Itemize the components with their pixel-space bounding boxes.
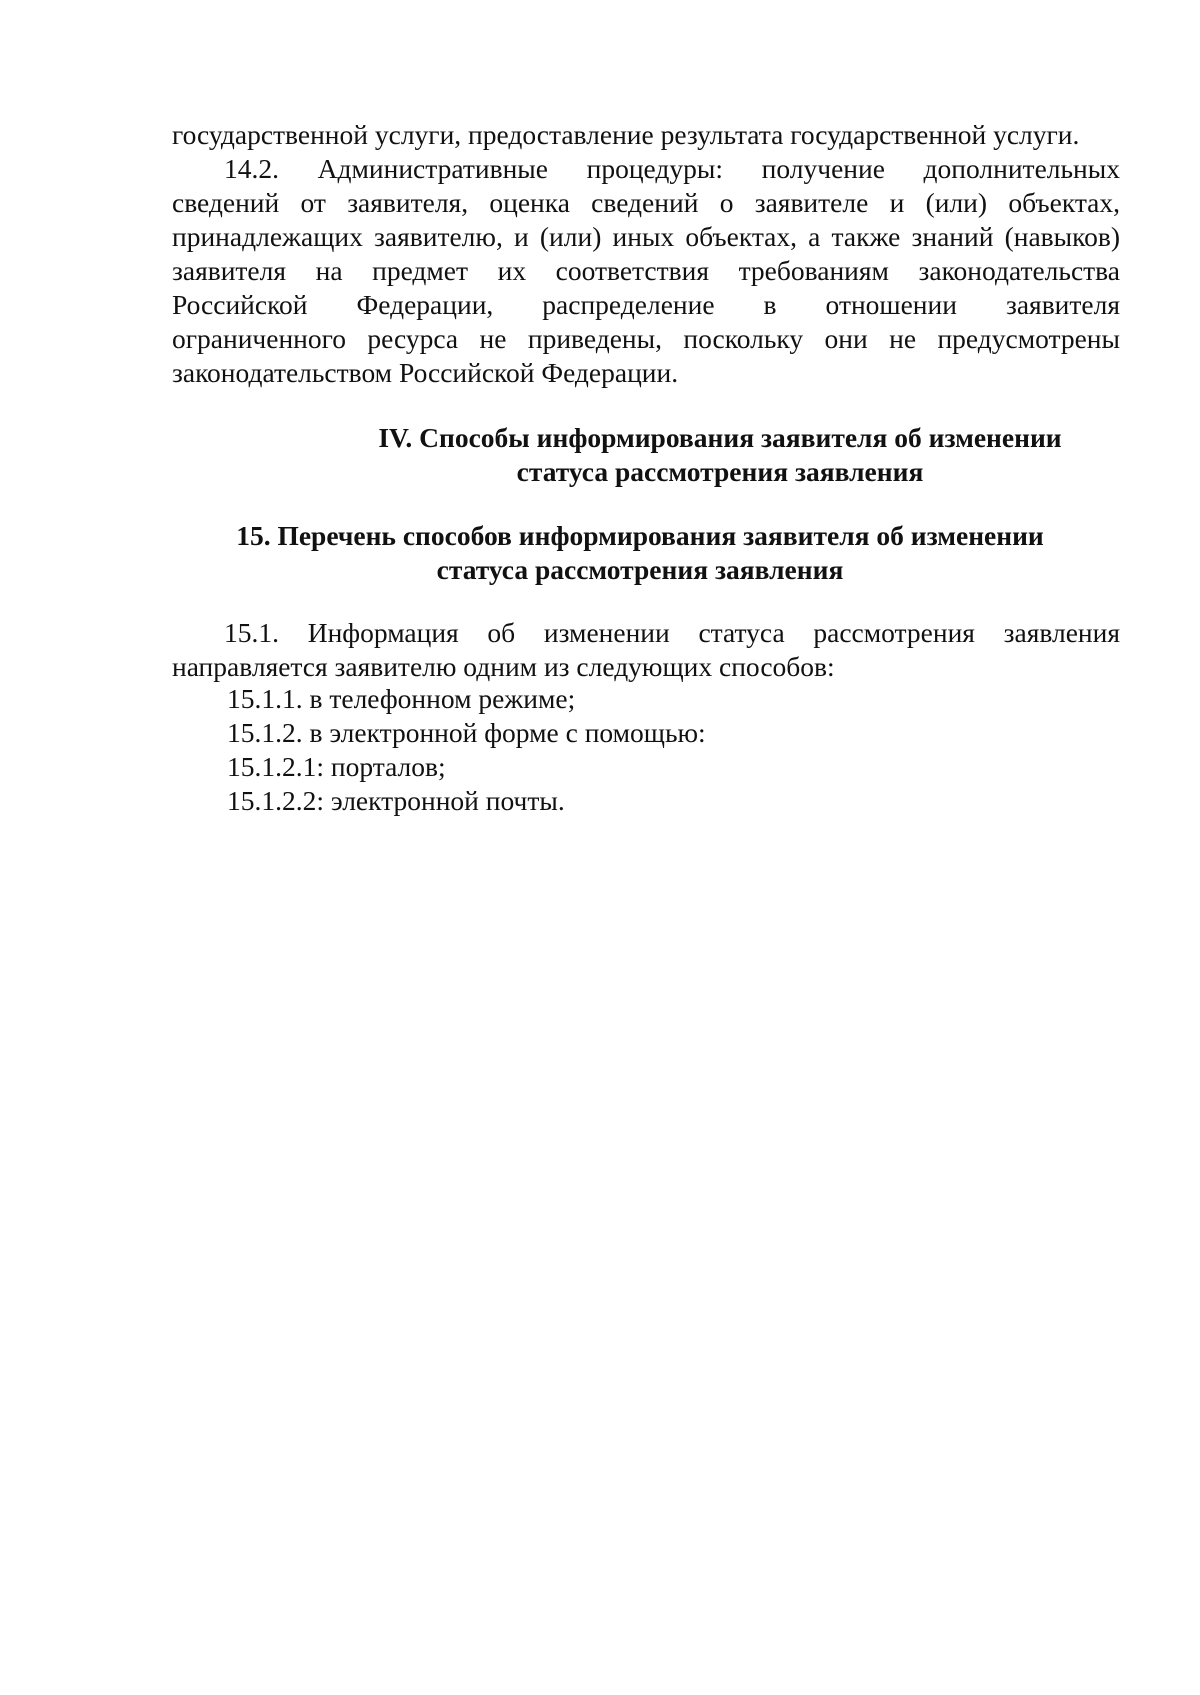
text-line: заявителя на предмет их соответствия требованиям законодательства <box>172 255 1120 286</box>
section-15-heading <box>210 519 1070 587</box>
text-line: законодательством Российской Федерации. <box>172 357 679 388</box>
heading-line: статуса рассмотрения заявления <box>516 456 924 487</box>
text-line: государственной услуги, предоставление результата государственной услуги. <box>172 119 1080 150</box>
list-item: 15.1.2.2: электронной почты. <box>227 785 565 816</box>
heading-line: 15. Перечень способов информирования заявителя об изменении <box>236 520 1044 551</box>
paragraph-14-2 <box>172 118 1120 390</box>
paragraph-15-1 <box>172 616 1120 684</box>
list-item: 15.1.2. в электронной форме с помощью: <box>227 717 706 748</box>
text-line: 14.2. Административные процедуры: получение дополнительных <box>224 153 1120 184</box>
text-line: принадлежащих заявителю, и (или) иных объектах, а также знаний (навыков) <box>172 221 1120 252</box>
list-item: 15.1.1. в телефонном режиме; <box>227 683 576 714</box>
text-line: сведений от заявителя, оценка сведений о заявителе и (или) объектах, <box>172 187 1120 218</box>
section-iv-heading <box>350 421 1090 489</box>
text-line: 15.1. Информация об изменении статуса рассмотрения заявления <box>224 617 1120 648</box>
text-line: направляется заявителю одним из следующих способов: <box>172 651 835 682</box>
text-line: ограниченного ресурса не приведены, поскольку они не предусмотрены <box>172 323 1120 354</box>
heading-line: IV. Способы информирования заявителя об изменении <box>378 422 1062 453</box>
list-item: 15.1.2.1: порталов; <box>227 751 446 782</box>
text-line: Российской Федерации, распределение в отношении заявителя <box>172 289 1120 320</box>
heading-line: статуса рассмотрения заявления <box>436 554 844 585</box>
